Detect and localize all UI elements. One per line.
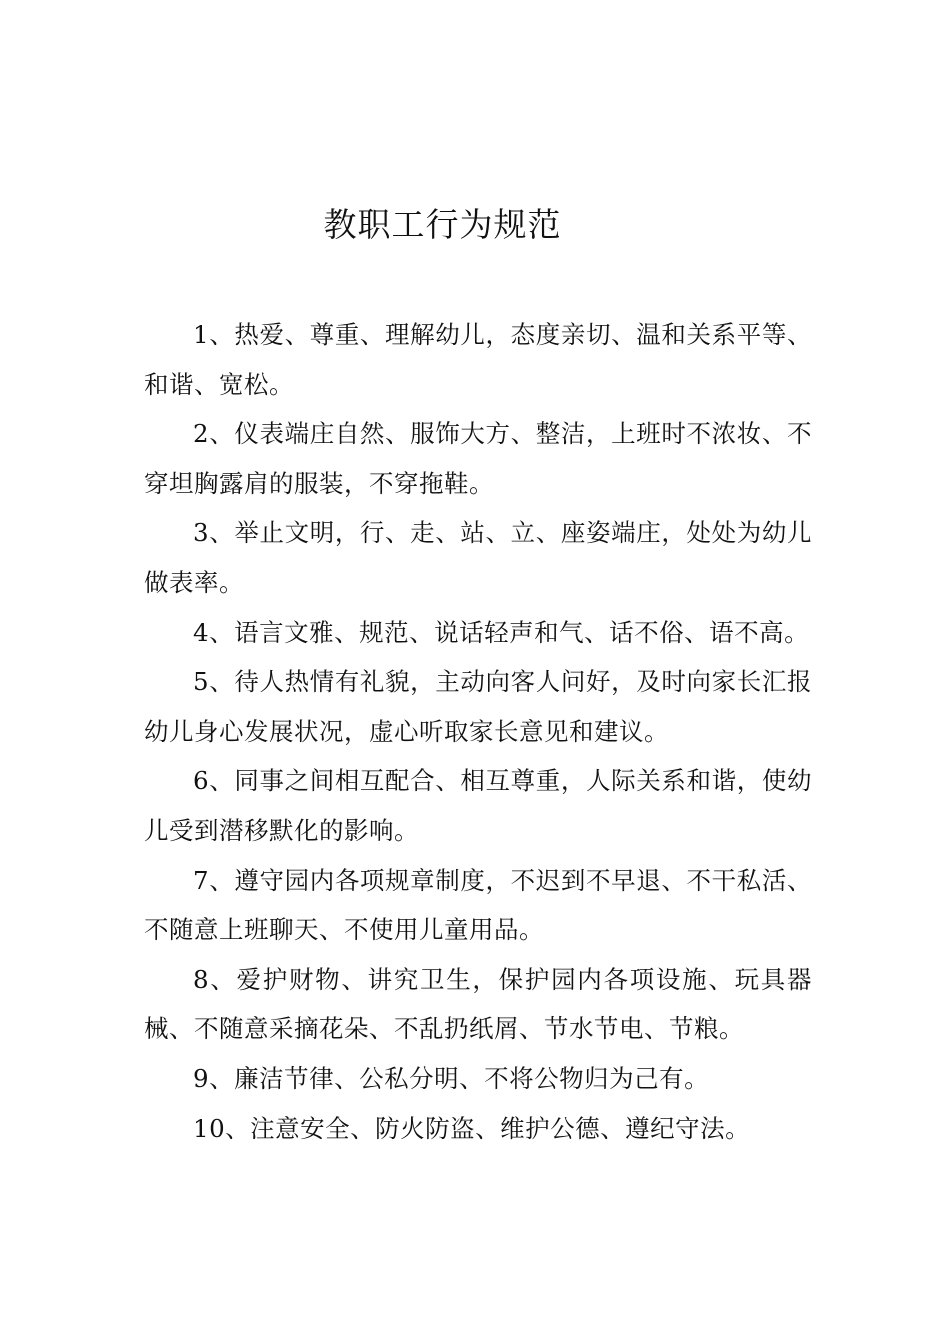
rule-paragraph-6: 6、同事之间相互配合、相互尊重，人际关系和谐，使幼儿受到潜移默化的影响。: [144, 766, 812, 845]
rule-paragraph-7: 7、遵守园内各项规章制度，不迟到不早退、不干私活、不随意上班聊天、不使用儿童用品。: [144, 865, 812, 945]
rule-paragraph-9: 9、廉洁节律、公私分明、不将公物归为己有。: [193, 1063, 710, 1093]
rule-paragraph-1: 1、热爱、尊重、理解幼儿，态度亲切、温和关系平等、和谐、宽松。: [144, 320, 812, 399]
rule-paragraph-4: 4、语言文雅、规范、说话轻声和气、话不俗、语不高。: [193, 617, 810, 647]
rule-paragraph-5: 5、待人热情有礼貌，主动向客人问好，及时向家长汇报幼儿身心发展状况，虚心听取家长意见和建议。: [144, 667, 812, 746]
rule-paragraph-2: 2、仪表端庄自然、服饰大方、整洁，上班时不浓妆、不穿坦胸露肩的服装，不穿拖鞋。: [144, 419, 812, 498]
rule-paragraph-3: 3、举止文明，行、走、站、立、座姿端庄，处处为幼儿做表率。: [144, 518, 812, 597]
document-title: 教职工行为规范: [323, 205, 562, 244]
rule-paragraph-8: 8、爱护财物、讲究卫生，保护园内各项设施、玩具器械、不随意采摘花朵、不乱扔纸屑、节水节电、节粮。: [144, 964, 812, 1044]
rule-paragraph-10: 10、注意安全、防火防盗、维护公德、遵纪守法。: [193, 1113, 751, 1143]
document-body: [144, 310, 812, 1153]
